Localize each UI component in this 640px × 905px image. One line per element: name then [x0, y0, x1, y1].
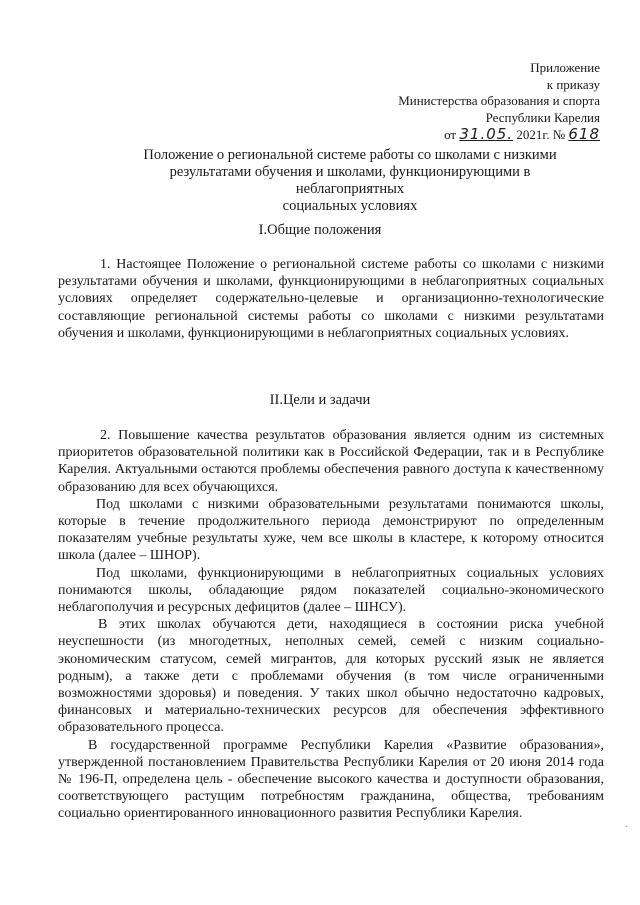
date-prefix: от: [444, 127, 457, 142]
appendix-line-2: к приказу: [546, 76, 600, 92]
corner-mark: ·: [624, 822, 628, 833]
date-year: 2021г.: [516, 127, 550, 142]
section-general-body: [58, 256, 604, 342]
appendix-header: [340, 60, 600, 144]
order-date-line: [340, 126, 600, 144]
section-heading-goals: II.Цели и задачи: [269, 392, 371, 408]
number-sign: №: [552, 127, 566, 142]
paragraph-1: 1. Настоящее Положение о региональной системе работы со школами с низкими результатами обучения и школами, функционирующими в неблагоприятных социальных условиях определяет содержательно-целевые и организационно-технологические составляющие региональной системы работы со школами с низкими результатами обучения и школами, функционирующими в неблагоприятных социальных условиях.: [58, 257, 604, 341]
document-title: [120, 147, 580, 215]
section-heading-general: I.Общие положения: [258, 222, 382, 238]
title-line-2: результатами обучения и школами, функционирующими в неблагоприятных: [169, 164, 531, 197]
paragraph-shnsu: Под школами, функционирующими в неблагоприятных социальных условиях понимаются школы, обладающие рядом показателей социально-экономического неблагополучия и ресурсных дефицитов (далее – ШНСУ).: [58, 565, 604, 616]
appendix-line-1: Приложение: [530, 60, 600, 75]
paragraph-shnor: Под школами с низкими образовательными результатами понимаются школы, которые в течение продолжительного периода демонстрируют по определенным показателям учебные результаты хуже, чем все школы в кластере, к которому относится школа (далее – ШНОР).: [58, 496, 604, 564]
order-number-handwritten: 618: [568, 125, 600, 143]
section-goals-body: [58, 427, 604, 823]
paragraph-risk: В этих школах обучаются дети, находящиеся в состоянии риска учебной неуспешности (из многодетных, неполных семей, семей с низким социально-экономическим статусом, семей мигрантов, для которых русский язык не является родным), а также дети с проблемами обучения (в том числе ограниченными возможностями здоровья) и поведения. У таких школ обычно недостаточно кадровых, финансовых и материально-технических ресурсов для обеспечения эффективного образовательного процесса.: [58, 617, 604, 736]
title-line-3: социальных условиях: [282, 198, 418, 214]
order-date-handwritten: 31.05.: [459, 125, 514, 143]
appendix-line-4: Республики Карелия: [485, 109, 600, 125]
appendix-line-3: Министерства образования и спорта: [398, 93, 600, 108]
title-line-1: Положение о региональной системе работы со школами с низкими: [143, 147, 557, 163]
paragraph-program: В государственной программе Республики Карелия «Развитие образования», утвержденной постановлением Правительства Республики Карелия от 20 июня 2014 года № 196-П, определена цель - обеспечение высокого качества и доступности образования, соответствующего растущим потребностям гражданина, общества, требованиям социально ориентированного инновационного развития Республики Карелия.: [58, 737, 604, 822]
paragraph-2: 2. Повышение качества результатов образования является одним из системных приоритетов образовательной политики как в Российской Федерации, так и в Республике Карелия. Актуальными остаются проблемы обеспечения равного доступа к качественному образованию для всех обучающихся.: [58, 428, 604, 495]
